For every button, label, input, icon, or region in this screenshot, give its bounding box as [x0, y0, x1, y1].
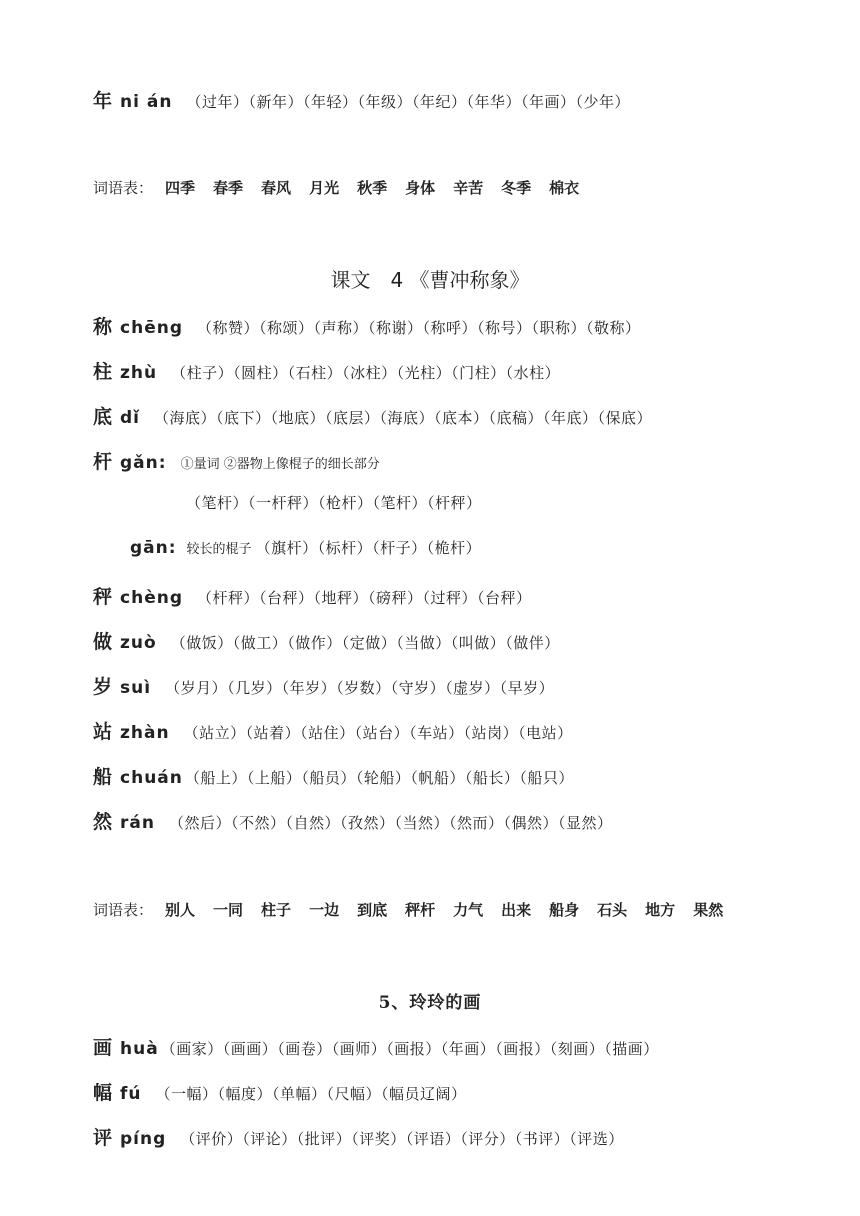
entry-gan-3-words — [186, 492, 482, 513]
vocab-word: 棉衣 — [549, 179, 580, 197]
entry-cheng — [93, 312, 641, 339]
entry-pinyin: chuán — [120, 768, 183, 788]
entry-pinyin: zhàn — [120, 723, 170, 743]
entry-words: （做饭）（做工）（做作）（定做）（当做）（叫做）（做伴） — [170, 634, 560, 652]
entry-gan-1 — [130, 537, 481, 558]
entry-char: 底 — [93, 406, 113, 428]
entry-pinyin: fú — [120, 1084, 142, 1104]
entry-pinyin: píng — [120, 1129, 167, 1149]
entry-cheng4 — [93, 582, 532, 609]
entry-words: （船上）（上船）（船员）（轮船）（帆船）（船长）（船只） — [184, 769, 574, 787]
entry-words: （岁月）（几岁）（年岁）（岁数）（守岁）（虚岁）（早岁） — [165, 679, 555, 697]
entry-char: 画 — [93, 1037, 113, 1059]
vocab-word: 地方 — [645, 901, 676, 919]
vocab-word: 月光 — [309, 179, 340, 197]
vocab-word: 春季 — [213, 179, 244, 197]
vocab-word: 一同 — [213, 901, 244, 919]
entry-words: （画家）（画画）（画卷）（画师）（画报）（年画）（画报）（刻画）（描画） — [160, 1040, 659, 1058]
vocab-word: 春风 — [261, 179, 292, 197]
entry-pinyin: zhù — [120, 363, 158, 383]
entry-ran — [93, 807, 613, 834]
entry-pinyin: gān: — [130, 538, 177, 558]
vocab-word: 出来 — [501, 901, 532, 919]
entry-char: 称 — [93, 316, 113, 338]
vocab-word: 身体 — [405, 179, 436, 197]
entry-chuan — [93, 762, 574, 789]
vocab-word: 辛苦 — [453, 179, 484, 197]
lesson-4-title: 课文 4 《曹冲称象》 — [330, 268, 530, 292]
vocab-word: 果然 — [693, 901, 724, 919]
entry-words: （评价）（评论）（批评）（评奖）（评语）（评分）（书评）（评选） — [180, 1130, 624, 1148]
entry-pinyin: suì — [120, 678, 152, 698]
vocab-word: 柱子 — [261, 901, 292, 919]
entry-pinyin: chèng — [120, 588, 183, 608]
vocab-word: 到底 — [357, 901, 388, 919]
entry-words: （海底）（底下）（地底）（底层）（海底）（底本）（底稿）（年底）（保底） — [154, 409, 653, 427]
entry-words: （站立）（站着）（站住）（站台）（车站）（站岗）（电站） — [183, 724, 573, 742]
entry-nian — [93, 86, 630, 113]
entry-char: 做 — [93, 631, 113, 653]
vocab-list-1 — [93, 177, 597, 198]
entry-meaning: 较长的棍子 — [186, 542, 252, 557]
entry-pinyin: zuò — [120, 633, 157, 653]
entry-char: 秤 — [93, 586, 113, 608]
entry-words: （柱子）（圆柱）（石柱）（冰柱）（光柱）（门柱）（水柱） — [171, 364, 561, 382]
lesson-5-title: 5、玲玲的画 — [378, 993, 482, 1013]
vocab-word: 力气 — [453, 901, 484, 919]
entry-words: （过年）（新年）（年轻）（年级）（年纪）（年华）（年画）（少年） — [186, 93, 630, 111]
entry-char: 船 — [93, 766, 113, 788]
entry-words: （笔杆）（一杆秤）（枪杆）（笔杆）（杆秤） — [186, 494, 482, 512]
entry-pinyin: gǎn: — [120, 453, 167, 473]
vocab-word: 别人 — [165, 901, 196, 919]
entry-char: 站 — [93, 721, 113, 743]
entry-zuo — [93, 627, 560, 654]
entry-meaning: ①量词 ②器物上像棍子的细长部分 — [180, 457, 380, 472]
entry-words: （杆秤）（台秤）（地秤）（磅秤）（过秤）（台秤） — [197, 589, 532, 607]
entry-zhu — [93, 357, 560, 384]
vocab-word: 石头 — [597, 901, 628, 919]
entry-pinyin: huà — [120, 1039, 159, 1059]
entry-pinyin: chēng — [120, 318, 183, 338]
vocab-list-2 — [93, 899, 741, 920]
entry-fu — [93, 1078, 467, 1105]
entry-words: （称赞）（称颂）（声称）（称谢）（称呼）（称号）（职称）（敬称） — [197, 319, 641, 337]
entry-words: （一幅）（幅度）（单幅）（尺幅）（幅员辽阔） — [155, 1085, 467, 1103]
entry-sui — [93, 672, 554, 699]
entry-words: （然后）（不然）（自然）（孜然）（当然）（然而）（偶然）（显然） — [168, 814, 613, 832]
vocab-word: 船身 — [549, 901, 580, 919]
vocab-label: 词语表： — [93, 901, 154, 919]
entry-char: 柱 — [93, 361, 113, 383]
entry-pinyin: ni án — [120, 92, 173, 112]
entry-words: （旗杆）（标杆）（杆子）（桅杆） — [255, 539, 482, 557]
entry-zhan — [93, 717, 573, 744]
entry-char: 年 — [93, 90, 113, 112]
vocab-word: 秤杆 — [405, 901, 436, 919]
entry-pinyin: dǐ — [120, 408, 141, 428]
entry-char: 岁 — [93, 676, 113, 698]
vocab-label: 词语表： — [93, 179, 154, 197]
vocab-word: 一边 — [309, 901, 340, 919]
entry-gan-3 — [93, 447, 384, 474]
vocab-word: 秋季 — [357, 179, 388, 197]
vocab-word: 冬季 — [501, 179, 532, 197]
vocab-word: 四季 — [165, 179, 196, 197]
entry-di — [93, 402, 652, 429]
entry-pinyin: rán — [120, 813, 155, 833]
entry-char: 杆 — [93, 451, 113, 473]
entry-hua — [93, 1033, 659, 1060]
entry-char: 评 — [93, 1127, 113, 1149]
entry-char: 幅 — [93, 1082, 113, 1104]
entry-char: 然 — [93, 811, 113, 833]
entry-ping — [93, 1123, 624, 1150]
